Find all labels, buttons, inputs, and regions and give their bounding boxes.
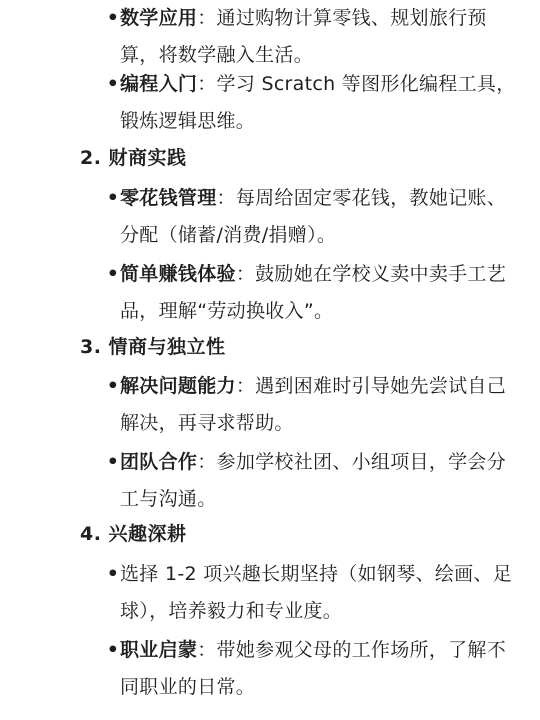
list-item	[106, 556, 516, 630]
bullet-body: 通过购物计算零钱、规划旅行预算，将数学融入生活。	[120, 7, 487, 66]
bullet-dot: •	[106, 263, 120, 285]
bullet-dot: •	[106, 451, 120, 473]
list-item	[106, 368, 516, 442]
bullet-text	[120, 256, 516, 330]
bullet-dot: •	[106, 187, 120, 209]
list-item	[106, 0, 516, 74]
bullet-label: 零花钱管理	[120, 187, 217, 209]
bullet-label: 简单赚钱体验	[120, 263, 236, 285]
bullet-body: 遇到困难时引导她先尝试自己解决，再寻求帮助。	[120, 375, 507, 434]
bullet-separator: ：	[197, 451, 217, 473]
bullet-dot: •	[106, 73, 120, 95]
bullet-separator: ：	[197, 639, 217, 661]
list-item	[106, 66, 516, 140]
bullet-body: 带她参观父母的工作场所，了解不同职业的日常。	[120, 639, 507, 698]
bullet-label: 团队合作	[120, 451, 198, 473]
bullet-text	[120, 444, 516, 518]
bullet-body: 每周给固定零花钱，教她记账、分配（储蓄/消费/捐赠）。	[120, 187, 507, 246]
list-item	[106, 256, 516, 330]
bullet-dot: •	[106, 375, 120, 397]
bullet-body: 鼓励她在学校义卖中卖手工艺品，理解“劳动换收入”。	[120, 263, 507, 322]
bullet-dot: •	[106, 639, 120, 661]
section-heading: 3. 情商与独立性	[80, 336, 226, 358]
bullet-label: 解决问题能力	[120, 375, 236, 397]
bullet-body: 参加学校社团、小组项目，学会分工与沟通。	[120, 451, 507, 510]
bullet-separator: ：	[197, 73, 217, 95]
list-item	[106, 632, 516, 706]
bullet-text	[120, 180, 516, 254]
bullet-dot: •	[106, 563, 120, 585]
bullet-dot: •	[106, 7, 120, 29]
bullet-separator: ：	[235, 375, 256, 397]
section-heading: 4. 兴趣深耕	[80, 523, 187, 545]
bullet-separator: ：	[216, 187, 236, 209]
section-heading: 2. 财商实践	[80, 147, 187, 169]
bullet-label: 职业启蒙	[120, 639, 198, 661]
bullet-label: 数学应用	[120, 7, 198, 29]
bullet-body: 学习 Scratch 等图形化编程工具，锻炼逻辑思维。	[120, 73, 516, 132]
list-item	[106, 180, 516, 254]
bullet-separator: ：	[235, 263, 256, 285]
bullet-body: 选择 1-2 项兴趣长期坚持（如钢琴、绘画、足球），培养毅力和专业度。	[120, 563, 513, 622]
bullet-text	[120, 556, 516, 630]
list-item	[106, 444, 516, 518]
bullet-text	[120, 0, 516, 74]
bullet-separator: ：	[197, 7, 217, 29]
bullet-label: 编程入门	[120, 73, 198, 95]
bullet-text	[120, 66, 516, 140]
bullet-text	[120, 368, 516, 442]
bullet-text	[120, 632, 516, 706]
